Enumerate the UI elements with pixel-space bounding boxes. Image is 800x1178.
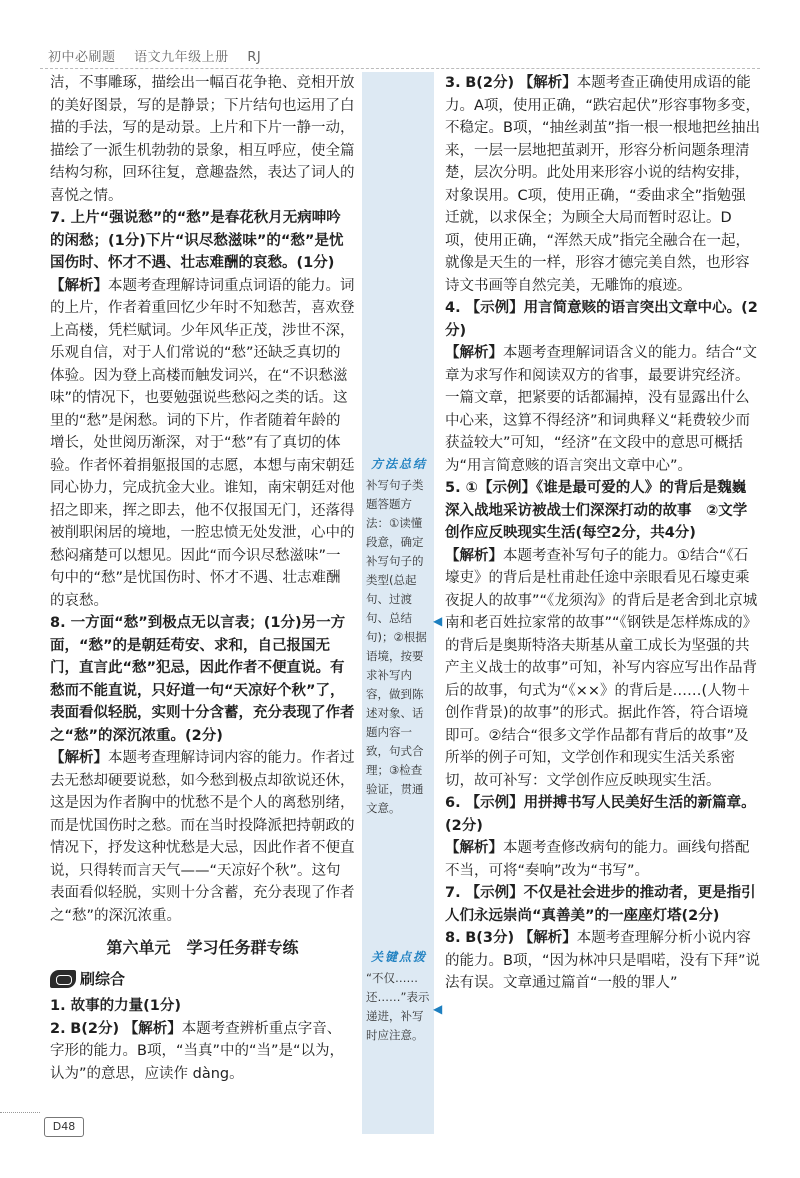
a7-answer-text: 【示例】不仅是社会进步的推动者，更是指引人们永远崇尚“真善美”的一座座灯塔(2分) — [445, 885, 756, 924]
method-summary-text: 补写句子类题答题方法：①读懂段意，确定补写句子的类型(总起句、过渡句、总结句)；②根据语境，按要求补写内容，做到陈述对象、话题内容一致，句式合理；③检查验证，贯通文意。 — [366, 478, 427, 815]
q7-number: 7. — [50, 210, 66, 226]
a8-answer — [445, 927, 760, 995]
subject-title: 语文九年级上册 — [134, 50, 229, 65]
a4-analysis-text: 本题考查理解词语含义的能力。结合“文章为求写作和阅读双方的省事，最要讲究经济。一篇文章，把紧要的话都漏掉，没有显露出什么中心来，这算不得经济”和词典释义“耗费较少而获益较大”可知，“经济”在文段中的意思可概括为“用言简意赅的语言突出文章中心”。 — [445, 345, 758, 474]
a3-analysis-text: 本题考查正确使用成语的能力。A项，使用正确，“跌宕起伏”形容事物多变，不稳定。B项，“抽丝剥茧”指一根一根地把丝抽出来，一层一层地把茧剥开，形容分析问题条理清楚，层次分明。此处用来形容小说的结构安排，对象误用。C项，使用正确，“委曲求全”指勉强迁就，以求保全；为顾全大局而暂时忍让。D项，使用正确，“浑然天成”指完全融合在一起，就像是天生的一样，形容才德完美自然，也形容诗文书画等自然完美，无雕饰的痕迹。 — [445, 75, 760, 294]
left-column — [50, 72, 355, 1085]
a6-number: 6. — [445, 795, 461, 811]
a5-analysis-text: 本题考查补写句子的能力。①结合“《石壕吏》的背后是杜甫赴任途中亲眼看见石壕吏乘夜捉人的故事”“《龙须沟》的背后是老舍到北京城南和老百姓拉家常的故事”“《钢铁是怎样炼成的》的背后是奥斯特洛夫斯基从童工成长为坚强的共产主义战士的故事”可知，补写内容应写出作品背后的故事，句式为“《××》的背后是……(人物＋创作背景)的故事”的形式。据此作答，符合语境即可。②结合“很多文学作品都有背后的故事”及所举的例子可知，文学创作和现实生活关系密切，故可补写：文学创作应反映现实生活。 — [445, 547, 758, 789]
a2-analysis-text: 本题考查辨析重点字音、字形的能力。B项，“当真”中的“当”是“以为，认为”的意思，应读作 dàng。 — [50, 1020, 345, 1082]
a4-answer-text: 【示例】用言简意赅的语言突出文章中心。(2分) — [445, 300, 758, 339]
q7-analysis-text: 本题考查理解诗词重点词语的能力。词的上片，作者着重回忆少年时不知愁苦，喜欢登上高楼，凭栏赋词。少年风华正茂，涉世不深，乐观自信，对于人们常说的“愁”还缺乏真切的体验。因为登上高楼而触发词兴，在“不识愁滋味”的情况下，也要勉强说些愁闷之类的话。这里的“愁”是闲愁。词的下片，作者随着年龄的增长，处世阅历渐深，对于“愁”有了真切的体验。作者怀着捐躯报国的志愿，本想与南宋朝廷同心协力，完成抗金大业。谁知，南宋朝廷对他招之即来，挥之即去，他不仅报国无门，还落得被削职闲居的境地，一腔忠愤无处发泄，心中的愁闷痛楚可以想见。因此“而今识尽愁滋味”一句中的“愁”是忧国伤时、怀才不遇、壮志难酬的哀愁。 — [50, 277, 355, 609]
a3-number: 3. — [445, 75, 461, 91]
q8-analysis-text: 本题考查理解诗词内容的能力。作者过去无愁却硬要说愁，如今愁到极点却欲说还休，这是因为作者胸中的忧愁不是个人的离愁别绪，而是忧国伤时之愁。而在当时投降派把持朝政的情况下，抒发这种忧愁是大忌，因此作者不便直说，只得转而言天气——“天凉好个秋”。这句表面看似轻脱，实则十分含蓄，充分表现了作者之“愁”的深沉浓重。 — [50, 750, 355, 924]
corner-divider — [0, 1112, 40, 1113]
method-summary-note — [366, 455, 432, 818]
a4-number: 4. — [445, 300, 461, 316]
section-badge-label: 刷综合 — [80, 969, 126, 988]
analysis-tag: 【解析】 — [518, 75, 577, 91]
a7-answer — [445, 882, 760, 927]
q7-answer — [50, 207, 355, 275]
a8-number: 8. — [445, 930, 461, 946]
analysis-tag: 【解析】 — [50, 277, 108, 294]
a6-analysis — [445, 837, 760, 882]
a6-answer — [445, 792, 760, 837]
a8-analysis-text: 本题考查理解分析小说内容的能力。B项，“因为林冲只是唱喏，没有下拜”说法有误。文章通过篇首“一般的罪人” — [445, 930, 760, 991]
analysis-tag: 【解析】 — [445, 345, 503, 361]
q8-answer — [50, 612, 355, 747]
q7-analysis — [50, 275, 355, 613]
a2-number: 2. — [50, 1020, 66, 1037]
a8-answer-text: B(3分) — [465, 930, 515, 946]
brush-badge-icon — [50, 970, 76, 988]
a5-number: 5. — [445, 480, 461, 496]
section-badge — [50, 968, 125, 991]
q8-answer-text: 一方面“愁”到极点无以言表；(1分)另一方面，“愁”的是朝廷苟安、求和，自己报国无门，直言此“愁”犯忌，因此作者不便直说。有愁而不能直说，只好道一句“天凉好个秋”了，表面看似轻脱，实则十分含蓄，充分表现了作者之“愁”的深沉浓重。(2分) — [50, 615, 355, 744]
a5-answer — [445, 477, 760, 545]
analysis-tag: 【解析】 — [445, 547, 503, 564]
key-point-note — [366, 948, 432, 1045]
a4-analysis — [445, 342, 760, 477]
arrow-pointer-icon: ◀ — [433, 614, 443, 628]
a2-answer-text: B(2分) — [70, 1020, 120, 1037]
a3-answer — [445, 72, 760, 297]
header-divider — [40, 68, 760, 69]
key-point-text: “不仅……还……”表示递进，补写时应注意。 — [366, 971, 430, 1042]
book-title: 初中必刷题 — [48, 50, 116, 65]
right-column — [445, 72, 760, 995]
method-summary-title: 方法总结 — [370, 457, 427, 471]
a2-answer — [50, 1018, 355, 1086]
a5-analysis — [445, 545, 760, 793]
q8-number: 8. — [50, 615, 66, 631]
a7-number: 7. — [445, 885, 461, 901]
key-point-title: 关键点拨 — [370, 950, 427, 964]
a5-answer-text: ①【示例】《谁是最可爱的人》的背后是魏巍深入战地采访被战士们深深打动的故事 ②文学创作应反映现实生活(每空2分，共4分) — [445, 480, 748, 541]
arrow-pointer-icon: ◀ — [433, 1002, 443, 1016]
a6-analysis-text: 本题考查修改病句的能力。画线句搭配不当，可将“奏响”改为“书写”。 — [445, 840, 750, 879]
edition-label: RJ — [247, 50, 262, 65]
intro-paragraph: 洁，不事雕琢，描绘出一幅百花争艳、竞相开放的美好图景，写的是静景；下片结句也运用了白描的手法，写的是动景。上片和下片一静一动，描绘了一派生机勃勃的景象，相互呼应，使全篇结构匀称，回环往复，意趣盎然，表达了词人的喜悦之情。 — [50, 75, 355, 204]
analysis-tag: 【解析】 — [123, 1020, 182, 1037]
q7-answer-text: 上片“强说愁”的“愁”是春花秋月无病呻吟的闲愁；(1分)下片“识尽愁滋味”的“愁”是忧国伤时、怀才不遇、壮志难酬的哀愁。(1分) — [50, 210, 344, 271]
a4-answer — [445, 297, 760, 342]
analysis-tag: 【解析】 — [445, 840, 503, 856]
analysis-tag: 【解析】 — [50, 750, 108, 766]
page-header — [48, 46, 760, 68]
unit-title: 第六单元 学习任务群专练 — [106, 938, 299, 957]
a6-answer-text: 【示例】用拼搏书写人民美好生活的新篇章。(2分) — [445, 795, 756, 834]
a3-answer-text: B(2分) — [465, 75, 515, 91]
q8-analysis — [50, 747, 355, 927]
analysis-tag: 【解析】 — [518, 930, 577, 946]
page-number: D48 — [44, 1117, 84, 1137]
a1-answer: 1. 故事的力量(1分) — [50, 998, 181, 1015]
